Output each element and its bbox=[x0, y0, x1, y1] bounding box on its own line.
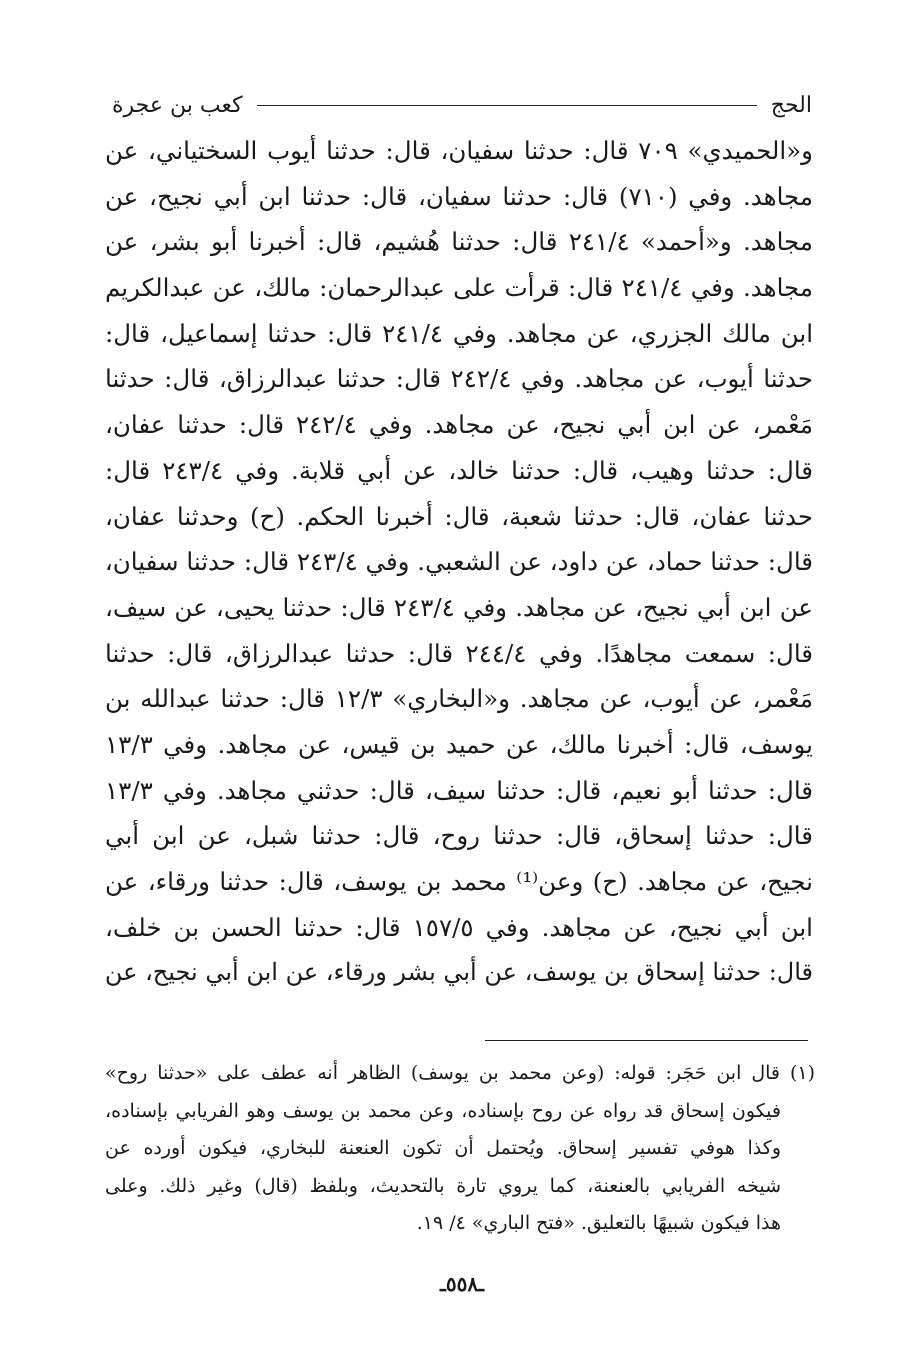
text-line: حدثنا أيوب، عن مجاهد. وفي ٢٤٢/٤ قال: حدثنا عبدالرزاق، قال: حدثنا bbox=[105, 364, 813, 394]
text-line: قال: حدثنا وهيب، قال: حدثنا خالد، عن أبي قلابة. وفي ٢٤٣/٤ قال: bbox=[105, 455, 813, 485]
footnote-line: شيخه الفريابي بالعنعنة، كما يروي تارة بالتحديث، وبلفظ (قال) وغير ذلك. وعلى bbox=[105, 1174, 781, 1197]
text-line: قال: حدثنا أبو نعيم، قال: حدثنا سيف، قال: حدثني مجاهد. وفي ١٣/٣ bbox=[105, 775, 813, 805]
text-line: قال: حدثنا حماد، عن داود، عن الشعبي. وفي ٢٤٣/٤ قال: حدثنا سفيان، bbox=[105, 547, 813, 577]
footnote-line: هذا فيكون شبيهًا بالتعليق. «فتح الباري» ٤/ ١٩. bbox=[416, 1212, 781, 1234]
text-line: مجاهد. وفي (٧١٠) قال: حدثنا سفيان، قال: حدثنا ابن أبي نجيح، عن bbox=[105, 181, 813, 211]
text-line: نجيح، عن مجاهد. (ح) وعن⁽¹⁾ محمد بن يوسف، قال: حدثنا ورقاء، عن bbox=[105, 867, 813, 896]
text-line: قال: حدثنا إسحاق، قال: حدثنا روح، قال: حدثنا شبل، عن ابن أبي bbox=[105, 821, 813, 851]
page-number: ـ٥٥٨ـ bbox=[440, 1272, 484, 1296]
footnote-separator bbox=[485, 1040, 808, 1041]
text-line: مجاهد. و«أحمد» ٢٤١/٤ قال: حدثنا هُشيم، قال: أخبرنا أبو بشر، عن bbox=[105, 227, 813, 257]
chapter-title: الحج bbox=[770, 92, 812, 118]
header-rule bbox=[257, 105, 757, 106]
text-line: ابن أبي نجيح، عن مجاهد. وفي ١٥٧/٥ قال: حدثنا الحسن بن خلف، bbox=[105, 912, 813, 942]
text-line: مجاهد. وفي ٢٤١/٤ قال: قرأت على عبدالرحمان: مالك، عن عبدالكريم bbox=[105, 273, 813, 303]
text-line: ابن مالك الجزري، عن مجاهد. وفي ٢٤١/٤ قال: حدثنا إسماعيل، قال: bbox=[105, 318, 813, 348]
text-line: حدثنا عفان، قال: حدثنا شعبة، قال: أخبرنا الحكم. (ح) وحدثنا عفان، bbox=[105, 501, 813, 531]
text-line: مَعْمر، عن ابن أبي نجيح، عن مجاهد. وفي ٢٤٢/٤ قال: حدثنا عفان، bbox=[105, 410, 813, 440]
section-title: كعب بن عجرة bbox=[112, 92, 243, 118]
text-line: قال: سمعت مجاهدًا. وفي ٢٤٤/٤ قال: حدثنا عبدالرزاق، قال: حدثنا bbox=[105, 638, 813, 668]
text-line: مَعْمر، عن أيوب، عن مجاهد. و«البخاري» ١٢/٣ قال: حدثنا عبدالله بن bbox=[105, 684, 813, 714]
footnote-line: وكذا هوفي تفسير إسحاق. ويُحتمل أن تكون العنعنة للبخاري، فيكون أورده عن bbox=[105, 1137, 781, 1159]
text-line: يوسف، قال: أخبرنا مالك، عن حميد بن قيس، عن مجاهد. وفي ١٣/٣ bbox=[105, 729, 813, 759]
footnote-line: (١) قال ابن حَجَر: قوله: (وعن محمد بن يوسف) الظاهر أنه عطف على «حدثنا روح» bbox=[105, 1062, 815, 1084]
running-header bbox=[112, 88, 812, 122]
footnote-line: فيكون إسحاق قد رواه عن روح بإسناده، وعن محمد بن يوسف وهو الفريابي بإسناده، bbox=[105, 1099, 781, 1122]
footnotes bbox=[105, 1055, 815, 1243]
text-line: قال: حدثنا إسحاق بن يوسف، عن أبي بشر ورقاء، عن ابن أبي نجيح، عن bbox=[105, 958, 813, 987]
main-text bbox=[105, 128, 813, 996]
text-line: عن ابن أبي نجيح، عن مجاهد. وفي ٢٤٣/٤ قال: حدثنا يحيى، عن سيف، bbox=[105, 592, 813, 622]
text-line: و«الحميدي» ٧٠٩ قال: حدثنا سفيان، قال: حدثنا أيوب السختياني، عن bbox=[105, 136, 813, 165]
